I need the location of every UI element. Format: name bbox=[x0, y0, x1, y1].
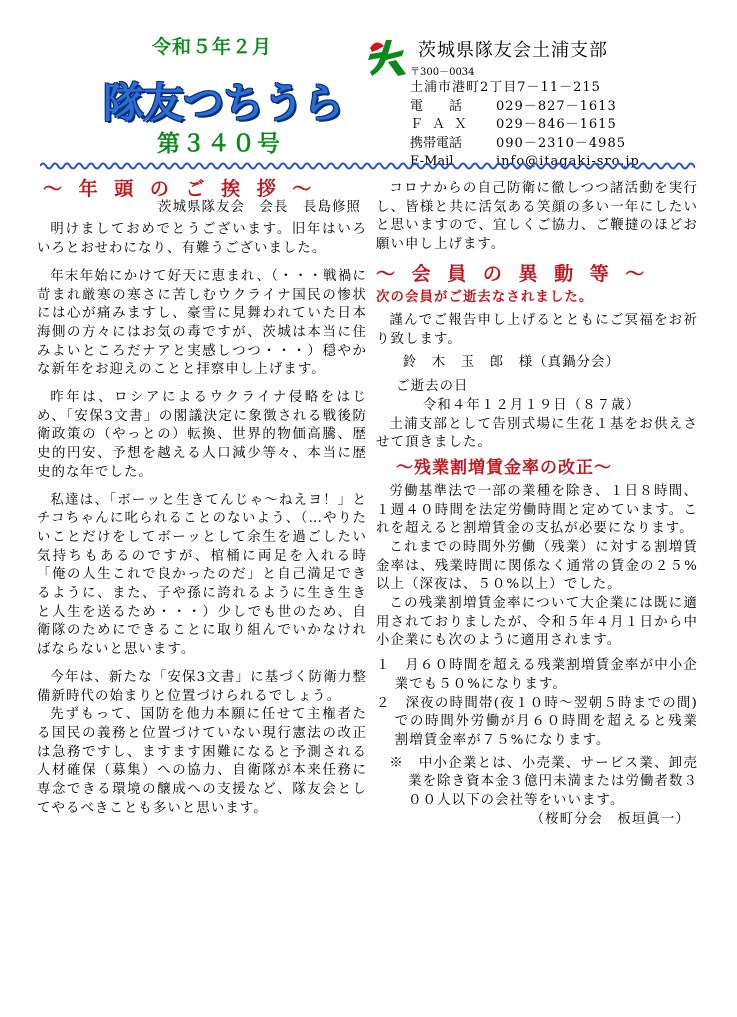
overtime-item: １ 月６０時間を超える残業割増賃金率が中小企業でも５０%になります。 bbox=[376, 658, 698, 692]
overtime-paragraph: これまでの時間外労働（残業）に対する割増賃金率は、残業時間に関係なく通常の賃金の２５%以上（深夜は、５０%以上）でした。 bbox=[376, 539, 698, 593]
greeting-paragraph: 昨年は、ロシアによるウクライナ侵略をはじめ、「安保3文書」の閣議決定に象徴される戦後防衛政策の（やっとの）転換、世界的物価高騰、歴史的円安、予想を越える人口減少等々、本当に歴史的な年でした。 bbox=[37, 390, 367, 480]
member-paragraph: 謹んでご報告申し上げるとともにご冥福をお祈り致します。 bbox=[376, 313, 698, 347]
address: 土浦市港町2丁目7－11－215 bbox=[410, 80, 601, 95]
left-column bbox=[37, 180, 367, 819]
mobile-label: 携帯電話 bbox=[410, 135, 463, 151]
greeting-paragraph: 私達は、「ボーッと生きてんじゃ～ねえヨ！」とチコちゃんに叱られることのないよう、（…やりたいことだけをしてボーッとして余生を過ごしたい気持ちもあるのですが、棺桶に両足を入れる時「俺の人生これで良かったのだ」と自己満足できるように、また、子や孫に誇れるように生き生きと人生を送るため・・・）少しでも世のため、自衛隊のためにできることに取り組んでいかなければならないと思います。 bbox=[37, 492, 367, 658]
tel-number: 029－827－1613 bbox=[496, 98, 617, 114]
death-date: 令和４年１２月１９日（８７歳） bbox=[422, 398, 641, 414]
greeting-author: 茨城県隊友会 会長 長島修照 bbox=[158, 199, 361, 215]
email-address[interactable]: info@itagaki-sro.jp bbox=[496, 154, 640, 169]
email-label: E-Mail bbox=[410, 154, 454, 169]
member-paragraph: 土浦支部として告別式場に生花１基をお供えさせて頂きました。 bbox=[376, 416, 698, 451]
org-name: 茨城県隊友会土浦支部 bbox=[418, 40, 608, 61]
issue-date: 令和５年２月 bbox=[152, 36, 273, 58]
right-column bbox=[376, 180, 698, 830]
greeting-heading: ～ 年 頭 の ご 挨 拶 ～ bbox=[43, 178, 317, 200]
mobile-number: 090－2310－4985 bbox=[496, 135, 626, 151]
deceased-name: 鈴 木 玉 郎 様（真鍋分会） bbox=[402, 354, 621, 370]
overtime-note: ※ 中小企業とは、小売業、サービス業、卸売業を除き資本金３億円未満または労働者数３００人以下の会社等をいいます。 bbox=[389, 755, 698, 809]
overtime-heading: ～残業割増賃金率の改正～ bbox=[396, 458, 612, 479]
issue-number: 第３４０号 bbox=[157, 131, 282, 157]
member-subheading: 次の会員がご逝去なされました。 bbox=[376, 288, 594, 305]
greeting-paragraph: 明けましておめでとうございます。旧年はいろいろとおせわになり、有難うございました。 bbox=[37, 222, 367, 257]
taiyukai-logo-icon bbox=[362, 30, 412, 80]
fax-number: 029－846－1615 bbox=[496, 117, 617, 132]
greeting-paragraph: 今年は、新たな「安保3文書」に基づく防衛力整備新時代の始まりと位置づけられるでしょう。 bbox=[37, 669, 367, 704]
wave-divider bbox=[40, 160, 695, 172]
member-heading: ～ 会 員 の 異 動 等 ～ bbox=[376, 262, 650, 285]
overtime-item: ２ 深夜の時間帯(夜１０時～翌朝５時までの間)での時間外労働が月６０時間を超えると残業割増賃金率が７５%になります。 bbox=[376, 695, 698, 748]
newsletter-title: 隊友つちうら bbox=[103, 79, 343, 127]
fax-label: ＦＡＸ bbox=[410, 117, 477, 132]
greeting-paragraph: 先ずもって、国防を他力本願に任せて主権者たる国民の義務と位置づけていない現行憲法の改正は急務ですし、ますます困難になると予測される人材確保（募集）への協力、自衛隊が本来任務に専念できる環境の醸成への支援など、隊友会としてやるべきことも多いと思います。 bbox=[37, 707, 367, 816]
overtime-paragraph: 労働基準法で一部の業種を除き、１日８時間、１週４０時間を法定労働時間と定めています。これを超えると割増賃金の支払が必要になります。 bbox=[376, 483, 698, 537]
contact-block bbox=[410, 67, 640, 172]
postal-code: 〒300－0034 bbox=[410, 67, 475, 78]
death-date-label: ご逝去の日 bbox=[396, 379, 469, 395]
tel-label: 電 話 bbox=[410, 98, 463, 114]
greeting-paragraph-continued: コロナからの自己防衛に徹しつつ諸活動を実行し、皆様と共に活気ある笑顔の多い一年にしたいと思いますので、宜しくご協力、ご鞭撻のほどお願い申し上げます。 bbox=[376, 181, 698, 253]
overtime-signature: （桜町分会 板垣眞一） bbox=[530, 811, 690, 827]
overtime-paragraph: この残業割増賃金率について大企業には既に適用されておりましたが、令和５年４月１日から中小企業にも次のように適用されます。 bbox=[376, 596, 698, 649]
greeting-paragraph: 年末年始にかけて好天に恵まれ、（・・・戦禍に苛まれ厳寒の寒さに苦しむウクライナ国民の惨状には心が痛みますし、豪雪に見舞われていた日本海側の方々にはお気の毒ですが、茨城は本当に住みよいところだナアと実感しつつ・・・）穏やかな新年をお迎えのことと拝察申し上げます。 bbox=[37, 268, 367, 378]
